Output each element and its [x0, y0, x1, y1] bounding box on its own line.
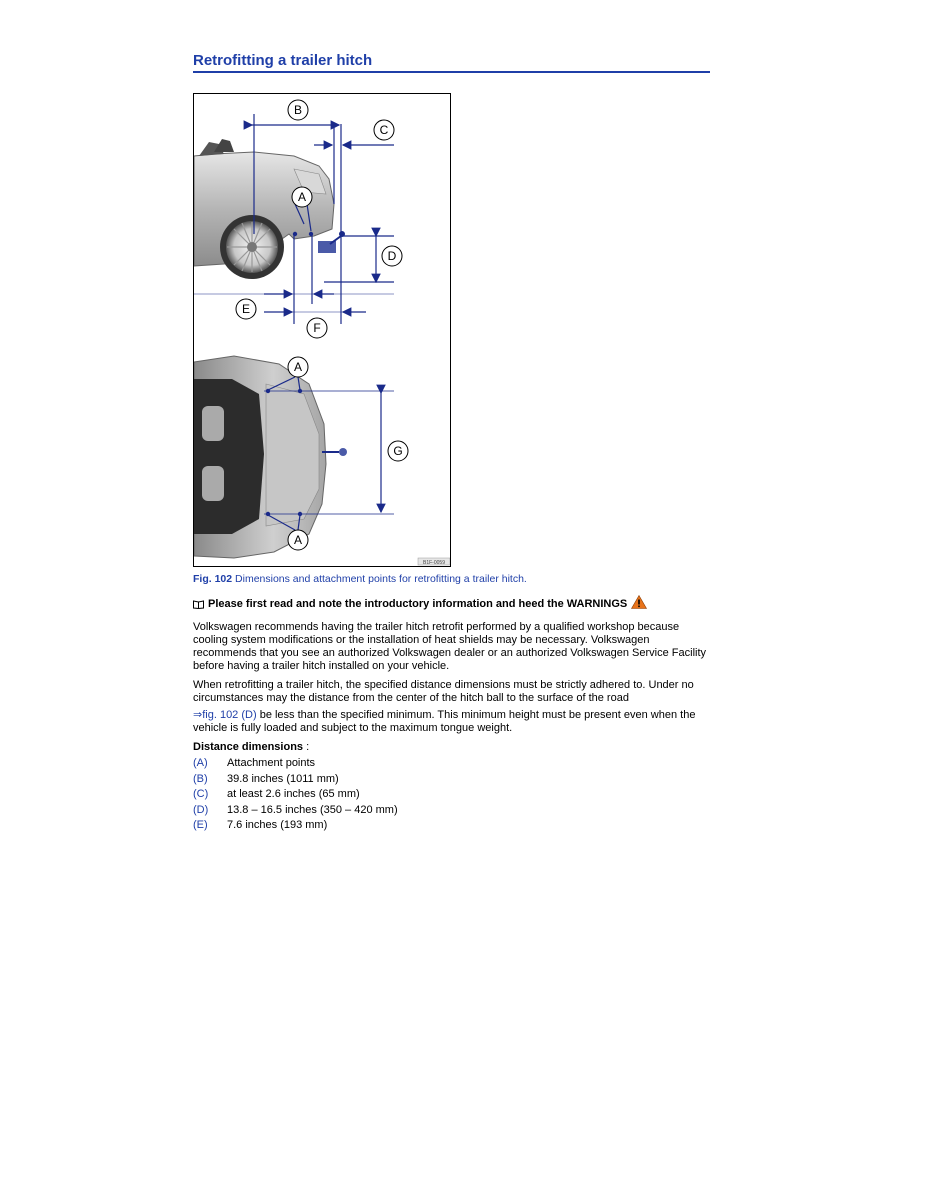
svg-text:B: B [293, 103, 303, 117]
list-item-key: (E) [193, 819, 208, 832]
list-item [193, 787, 708, 803]
callout-a-top [288, 357, 308, 377]
callout-g [388, 441, 408, 461]
callout-f [307, 318, 327, 338]
list-item-key: (A) [193, 757, 208, 770]
figure-label: Fig. 102 [193, 573, 233, 585]
svg-text:A: A [293, 533, 303, 547]
list-item-key: (C) [193, 788, 209, 801]
list-item-value: Attachment points [227, 757, 316, 770]
svg-text:A: A [293, 360, 303, 374]
page-title: Retrofitting a trailer hitch [193, 52, 710, 73]
callout-b [288, 100, 308, 120]
list-item [193, 772, 708, 788]
content [193, 595, 708, 834]
trailer-hitch-figure [193, 93, 451, 567]
callout-c [374, 120, 394, 140]
svg-text:A: A [297, 190, 307, 204]
figure-caption-text: Dimensions and attachment points for retrofitting a trailer hitch. [235, 573, 527, 585]
figure-code: B1F-0059 [423, 560, 445, 566]
figure-illustration [194, 94, 450, 566]
car-side-view [194, 139, 345, 279]
car-top-view [194, 356, 347, 558]
list-item-value: 39.8 inches (1011 mm) [227, 772, 339, 785]
list-item [193, 818, 708, 834]
svg-text:C: C [379, 123, 389, 137]
notice-text: Please first read and note the introductory information and heed the WARNINGS [208, 597, 628, 610]
svg-text:D: D [387, 249, 397, 263]
paragraph-3 [193, 709, 708, 735]
list-item [193, 803, 708, 819]
notice-line [193, 595, 708, 613]
warning-triangle-icon[interactable] [631, 595, 647, 613]
figure-link[interactable]: ⇒fig. 102 (D) [193, 709, 257, 721]
svg-text:G: G [393, 444, 403, 458]
list-item-value: at least 2.6 inches (65 mm) [227, 788, 360, 801]
callout-a-bottom [288, 530, 308, 550]
distance-dimensions-heading [193, 741, 708, 754]
paragraph-3-text: be less than the specified minimum. This minimum height must be present even when the vehicle is fully loaded and subject to the maximum tongue weight. [193, 709, 696, 734]
paragraph-2: When retrofitting a trailer hitch, the specified distance dimensions must be strictly adhered to. Under no circumstances may the distance from the center of the hitch ball to the surface of the road [193, 679, 694, 704]
list-item-key: (B) [193, 772, 208, 785]
paragraph-1: Volkswagen recommends having the trailer hitch retrofit performed by a qualified workshop because cooling system modifications or the installation of heat shields may be necessary. Volkswagen recommends that you see an authorized Volkswagen dealer or an authorized Volkswagen Service Facility before having a trailer hitch installed on your vehicle. [193, 621, 707, 672]
distance-dimensions-suffix: : [303, 741, 310, 753]
callout-e [236, 299, 256, 319]
svg-text:E: E [241, 302, 251, 316]
callout-d [382, 246, 402, 266]
callout-a-side [292, 187, 312, 207]
list-item-value: 13.8 – 16.5 inches (350 – 420 mm) [227, 803, 398, 816]
book-icon [193, 600, 204, 609]
svg-text:F: F [313, 321, 321, 335]
distance-dimensions-title: Distance dimensions [193, 741, 304, 753]
distance-list [193, 756, 708, 834]
list-item-key: (D) [193, 803, 209, 816]
figure-caption [193, 573, 527, 585]
list-item [193, 756, 708, 772]
list-item-value: 7.6 inches (193 mm) [227, 819, 328, 832]
